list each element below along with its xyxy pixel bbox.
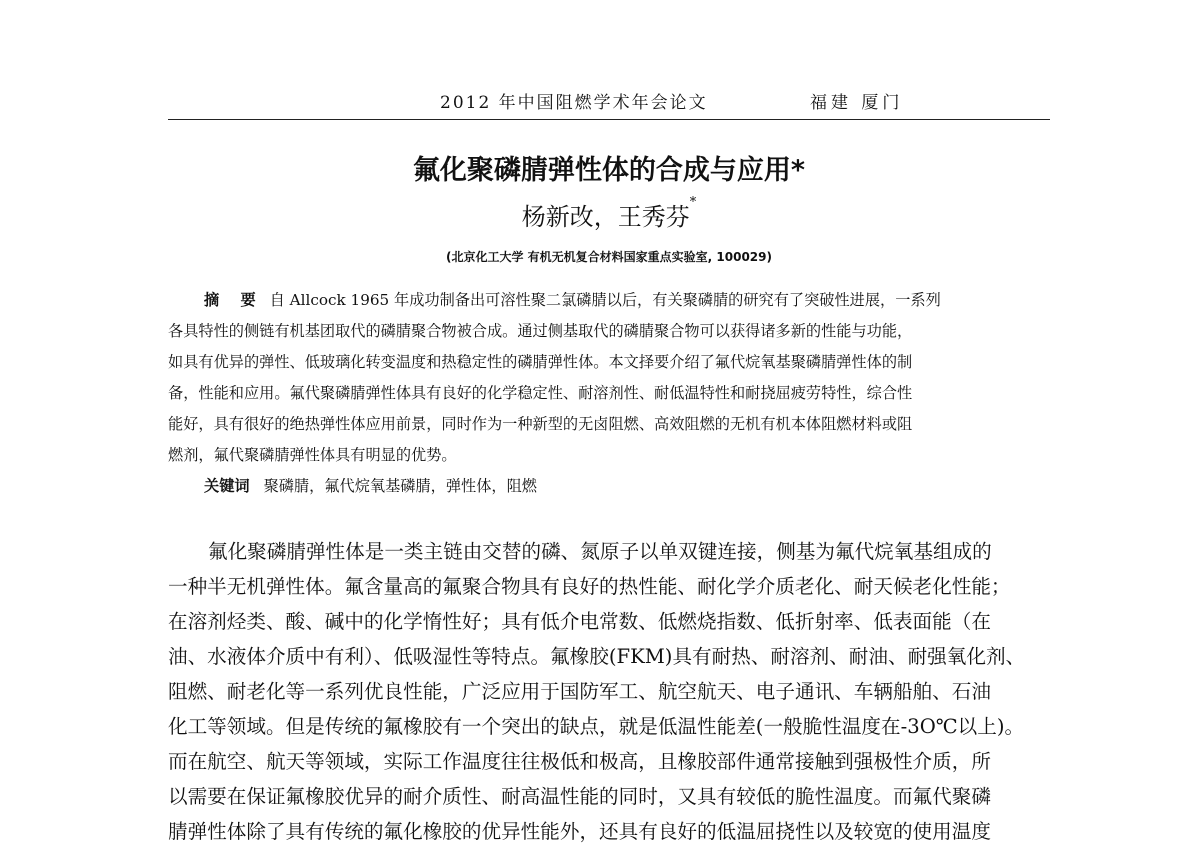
corresponding-author-mark: * (689, 195, 697, 210)
abstract-line: 燃剂，氟代聚磷腈弹性体具有明显的优势。 (168, 446, 457, 464)
body-line: 一种半无机弹性体。氟含量高的氟聚合物具有良好的热性能、耐化学介质老化、耐天候老化性能； (168, 575, 1011, 598)
abstract-label: 摘 要 (204, 291, 264, 309)
affiliation: (北京化工大学 有机无机复合材料国家重点实验室, 100029) (446, 250, 772, 264)
body-line: 在溶剂烃类、酸、碱中的化学惰性好；具有低介电常数、低燃烧指数、低折射率、低表面能（在 (168, 610, 991, 633)
keywords-text: 聚磷腈，氟代烷氧基磷腈，弹性体，阻燃 (263, 477, 537, 495)
body-line: 阻燃、耐老化等一系列优良性能，广泛应用于国防军工、航空航天、电子通讯、车辆船舶、石油 (168, 680, 991, 703)
paper-title: 氟化聚磷腈弹性体的合成与应用* (412, 155, 806, 186)
body-line: 以需要在保证氟橡胶优异的耐介质性、耐高温性能的同时，又具有较低的脆性温度。而氟代聚磷 (168, 785, 991, 808)
abstract-line: 如具有优异的弹性、低玻璃化转变温度和热稳定性的磷腈弹性体。本文择要介绍了氟代烷氧基聚磷腈弹性体的制 (168, 353, 913, 371)
body-line: 腈弹性体除了具有传统的氟化橡胶的优异性能外，还具有良好的低温屈挠性以及较宽的使用温度 (168, 820, 991, 843)
abstract-line (204, 285, 941, 316)
author-list (168, 197, 1050, 232)
header-rule (168, 119, 1050, 120)
body-line: 化工等领域。但是传统的氟橡胶有一个突出的缺点，就是低温性能差(一般脆性温度在-3O℃以上)。 (168, 715, 1025, 738)
running-head-conference: 2012 年中国阻燃学术年会论文 (440, 93, 708, 113)
abstract-line: 各具特性的侧链有机基团取代的磷腈聚合物被合成。通过侧基取代的磷腈聚合物可以获得诸多新的性能与功能， (168, 322, 913, 340)
abstract-line: 能好，具有很好的绝热弹性体应用前景，同时作为一种新型的无卤阻燃、高效阻燃的无机有机本体阻燃材料或阻 (168, 415, 913, 433)
abstract-text: 自 Allcock 1965 年成功制备出可溶性聚二氯磷腈以后，有关聚磷腈的研究有了突破性进展，一系列 (269, 291, 941, 309)
body-line: 而在航空、航天等领域，实际工作温度往往极低和极高，且橡胶部件通常接触到强极性介质，所 (168, 750, 991, 773)
body-line: 油、水液体介质中有利）、低吸湿性等特点。氟橡胶(FKM)具有耐热、耐溶剂、耐油、耐强氧化剂、 (168, 645, 1026, 668)
running-head (168, 88, 1048, 114)
author-names: 杨新改，王秀芬 (521, 203, 690, 231)
abstract-line: 备，性能和应用。氟代聚磷腈弹性体具有良好的化学稳定性、耐溶剂性、耐低温特性和耐挠屈疲劳特性，综合性 (168, 384, 913, 402)
body-line: 氟化聚磷腈弹性体是一类主链由交替的磷、氮原子以单双键连接，侧基为氟代烷氧基组成的 (208, 540, 992, 563)
keywords-label: 关键词 (204, 477, 250, 495)
keywords (204, 471, 537, 502)
running-head-location: 福建 厦门 (810, 93, 904, 113)
